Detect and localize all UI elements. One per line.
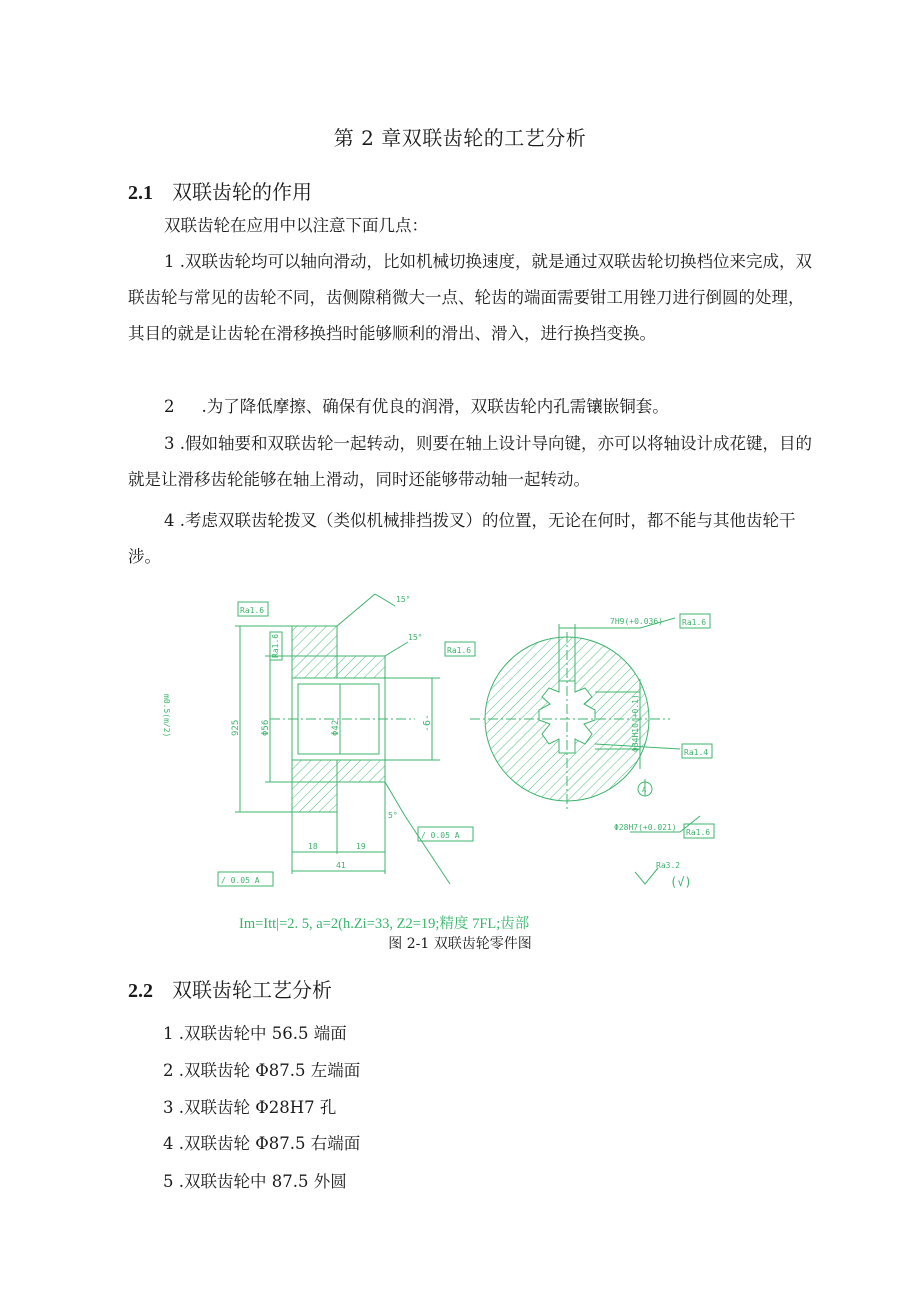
roughness-symbol: [635, 868, 658, 884]
intro-paragraph: 双联齿轮在应用中以注意下面几点：: [164, 216, 428, 235]
label-dim18: 18: [308, 842, 318, 851]
list-item-4: 4 .双联齿轮 Φ87.5 右端面: [163, 1134, 361, 1153]
label-ra14: Ra1.4: [684, 748, 709, 757]
label-tol-a: / 0.05 A: [421, 831, 460, 840]
list-item-3: 3 .双联齿轮 Φ28H7 孔: [163, 1098, 337, 1117]
label-dia6: -6-: [422, 713, 433, 732]
section-heading-2-1: [128, 176, 312, 205]
drawing-note: Im=Itt|=2. 5, a=2(h.Zi=33, Z2=19;精度 7FL;齿部: [239, 916, 530, 932]
label-ra16-a: Ra1.6: [240, 606, 265, 615]
section-hatch-bottom-small: [337, 760, 385, 782]
section-title: 双联齿轮的作用: [172, 180, 312, 204]
section-heading-2-2: [128, 974, 332, 1003]
label-key-top: 7H9(+0.036): [610, 617, 663, 626]
label-datum: A: [642, 786, 647, 794]
section-hatch-top-small: [337, 656, 385, 678]
label-925: 925: [231, 719, 241, 736]
label-angle15-b: 15°: [408, 633, 423, 642]
section-hatch-top-large: [292, 626, 337, 678]
label-dim19: 19: [356, 842, 366, 851]
point-1: 1 .双联齿轮均可以轴向滑动，比如机械切换速度，就是通过双联齿轮切换档位来完成，双联齿轮与常见的齿轮不同，齿侧隙稍微大一点、轮齿的端面需要钳工用锉刀进行倒圆的处理，其目的就是让齿轮在滑移换挡时能够顺利的滑出、滑入，进行换挡变换。: [128, 252, 812, 343]
label-spline: Φ34H10(+0.1): [631, 694, 640, 752]
chapter-title: 第 2 章双联齿轮的工艺分析: [333, 126, 587, 150]
label-angle5: 5°: [388, 811, 398, 820]
list-item-2: 2 .双联齿轮 Φ87.5 左端面: [163, 1061, 361, 1080]
point-4: 4 .考虑双联齿轮拨叉（类似机械排挡拨叉）的位置，无论在何时，都不能与其他齿轮干涉。: [128, 511, 796, 566]
label-angle15-a: 15°: [396, 595, 411, 604]
label-tol-b: / 0.05 A: [221, 876, 260, 885]
gear-part-drawing: [162, 584, 720, 910]
label-left-vertical: m0.5(m/2): [162, 694, 171, 738]
list-item-5: 5 .双联齿轮中 87.5 外圆: [163, 1172, 347, 1191]
label-d42: Φ42: [331, 719, 341, 736]
label-ra16-e: Ra1.6: [682, 618, 707, 627]
figure-caption: 图 2-1 双联齿轮零件图: [388, 936, 532, 952]
section-number: 2.1: [128, 182, 153, 204]
section-number: 2.2: [128, 980, 153, 1002]
label-ra16-f: Ra1.6: [686, 828, 711, 837]
label-dim41: 41: [336, 861, 346, 870]
label-rough-sym: (√): [670, 875, 692, 889]
point-2: 2 .为了降低摩擦、确保有优良的润滑，双联齿轮内孔需镶嵌铜套。: [164, 397, 669, 416]
section-title: 双联齿轮工艺分析: [172, 978, 332, 1002]
label-d56: Φ56: [261, 719, 271, 736]
label-ra12: Ra1.6: [271, 633, 280, 658]
label-bore: Φ28H7(+0.021): [614, 823, 677, 832]
section-hatch-bottom-large: [292, 760, 337, 812]
list-item-1: 1 .双联齿轮中 56.5 端面: [163, 1024, 347, 1043]
point-3: 3 .假如轴要和双联齿轮一起转动，则要在轴上设计导向键，亦可以将轴设计成花键，目的就是让滑移齿轮能够在轴上滑动，同时还能够带动轴一起转动。: [128, 434, 812, 489]
label-ra32: Ra3.2: [656, 861, 681, 870]
label-ra16-c: Ra1.6: [447, 646, 472, 655]
